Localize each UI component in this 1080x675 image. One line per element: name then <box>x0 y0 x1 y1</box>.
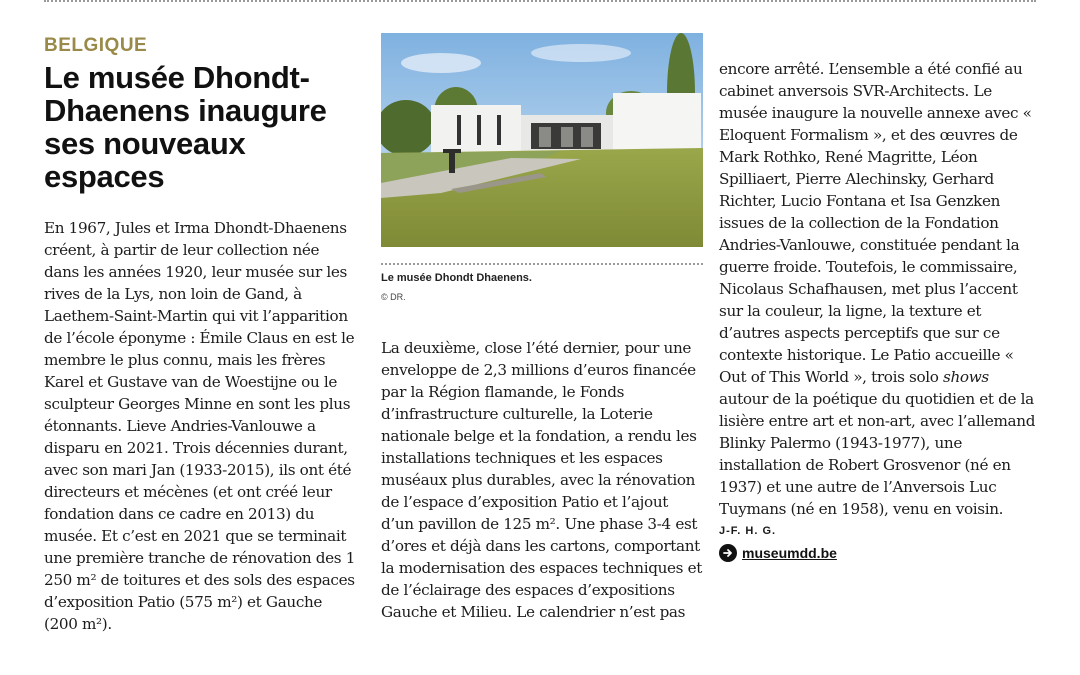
author-signature: J-F. H. G. <box>719 525 777 537</box>
photo-caption: Le musée Dhondt Dhaenens. <box>381 272 532 284</box>
paragraph: En 1967, Jules et Irma Dhondt-Dhaenens créent, à partir de leur collection née dans les années 1920, leur musée sur les rives de la Lys, non loin de Gand, à Laethem-Saint-Martin qui vit l’apparition de l’école éponyme : Émile Claus en est le membre le plus connu, mais les frères Karel et Gustave van de Woestijne ou le sculpteur Georges Minne en sont les plus étonnants. Lieve Andries-Vanlouwe a disparu en 2021. Trois décennies durant, avec son mari Jan (1933-2015), ils ont été directeurs et mécènes (et ont créé leur fondation dans ce cadre en 2013) du musée. Et c’est en 2021 que se terminait une première tranche de rénovation des 1 250 m² de toitures et des sols des espaces d’exposition Patio (575 m²) et Gauche (200 m²). <box>44 219 356 633</box>
body-column-3 <box>719 58 1039 520</box>
photo-credit: © DR. <box>381 292 406 302</box>
italic-word: shows <box>943 368 989 386</box>
paragraph <box>719 58 1039 520</box>
caption-rule <box>381 263 703 265</box>
section-kicker: BELGIQUE <box>44 35 148 56</box>
website-link[interactable]: museumdd.be <box>742 545 837 561</box>
column-right <box>719 30 1039 562</box>
top-dotted-rule <box>44 0 1036 3</box>
museum-building-image <box>381 33 703 247</box>
website-link-row[interactable] <box>719 544 1039 562</box>
column-left <box>44 30 358 635</box>
museum-photo <box>381 33 703 247</box>
paragraph-text: autour de la poétique du quotidien et de la lisière entre art et non-art, avec l’allemand Blinky Palermo (1943-1977), une installation de Robert Grosvenor (né en 1937) et une autre de l’Anversois Luc Tuymans (né en 1958), venu en voisin. <box>719 390 1036 518</box>
article-headline: Le musée Dhondt-Dhaenens inaugure ses nouveaux espaces <box>44 60 327 194</box>
paragraph-text: encore arrêté. L’ensemble a été confié au cabinet anversois SVR-Architects. Le musée inaugure la nouvelle annexe avec « Eloquent Formalism », et des œuvres de Mark Rothko, René Magritte, Léon Spilliaert, Pierre Alechinsky, Gerhard Richter, Lucio Fontana et Isa Genzken issues de la collection de la Fondation Andries-Vanlouwe, constituée pendant la guerre froide. Toutefois, le commissaire, Nicolaus Schafhausen, met plus l’accent sur la couleur, la ligne, la texture et d’autres aspects perceptifs que sur ce contexte historique. Le Patio accueille « Out of This World », trois solo <box>719 60 1032 386</box>
body-column-2 <box>381 337 703 623</box>
body-column-1 <box>44 217 358 635</box>
paragraph: La deuxième, close l’été dernier, pour une enveloppe de 2,3 millions d’euros financée par la Région flamande, le Fonds d’infrastructure culturelle, la Loterie nationale belge et la fondation, a rendu les installations techniques et les espaces muséaux plus durables, avec la rénovation de l’espace d’exposition Patio et l’ajout d’un pavillon de 125 m². Une phase 3-4 est d’ores et déjà dans les cartons, comportant la modernisation des espaces techniques et de l’éclairage des espaces d’expositions Gauche et Milieu. Le calendrier n’est pas <box>381 339 702 621</box>
arrow-right-icon <box>719 544 737 562</box>
column-middle <box>381 30 703 623</box>
